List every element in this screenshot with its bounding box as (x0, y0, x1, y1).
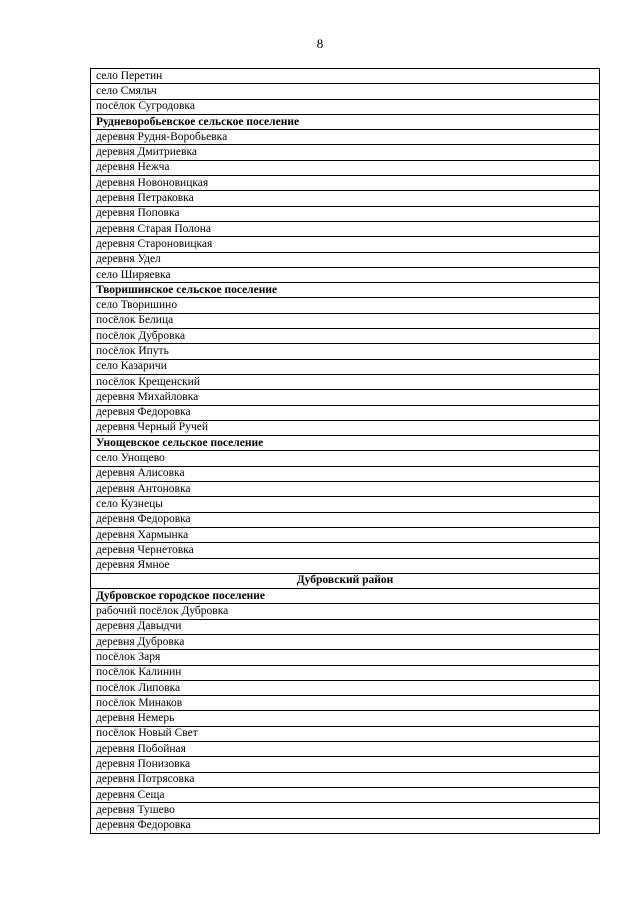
localities-table (90, 68, 600, 834)
locality-row (91, 604, 600, 619)
locality-name-cell: деревня Дубровка (91, 634, 600, 649)
locality-row (91, 252, 600, 267)
locality-row (91, 191, 600, 206)
settlement-header-row (91, 436, 600, 451)
locality-row (91, 69, 600, 84)
locality-name-cell: село Ширяевка (91, 267, 600, 282)
locality-name-cell: рабочий посёлок Дубровка (91, 604, 600, 619)
locality-row (91, 329, 600, 344)
locality-row (91, 145, 600, 160)
locality-name-cell: посёлок Липовка (91, 680, 600, 695)
locality-row (91, 405, 600, 420)
locality-row (91, 313, 600, 328)
locality-row (91, 420, 600, 435)
locality-row (91, 757, 600, 772)
locality-name-cell: деревня Алисовка (91, 466, 600, 481)
locality-name-cell: посёлок Заря (91, 650, 600, 665)
locality-name-cell: деревня Федоровка (91, 512, 600, 527)
locality-row (91, 665, 600, 680)
locality-name-cell: деревня Петраковка (91, 191, 600, 206)
locality-name-cell: деревня Нежча (91, 160, 600, 175)
locality-name-cell: деревня Потрясовка (91, 772, 600, 787)
locality-row (91, 558, 600, 573)
settlement-name-cell: Творишинское сельское поселение (91, 283, 600, 298)
locality-row (91, 680, 600, 695)
settlement-name-cell: Рудневоробьевское сельское поселение (91, 114, 600, 129)
localities-table-body (91, 69, 600, 834)
locality-name-cell: село Творишино (91, 298, 600, 313)
locality-name-cell: село Казаричи (91, 359, 600, 374)
locality-row (91, 650, 600, 665)
locality-name-cell: деревня Новоновицкая (91, 176, 600, 191)
locality-name-cell: деревня Ямное (91, 558, 600, 573)
locality-name-cell: деревня Понизовка (91, 757, 600, 772)
locality-name-cell: деревня Федоровка (91, 405, 600, 420)
locality-name-cell: деревня Черный Ручей (91, 420, 600, 435)
settlement-header-row (91, 283, 600, 298)
locality-name-cell: деревня Тушево (91, 803, 600, 818)
locality-name-cell: деревня Побойная (91, 742, 600, 757)
locality-row (91, 160, 600, 175)
locality-name-cell: деревня Хармынка (91, 527, 600, 542)
locality-name-cell: деревня Поповка (91, 206, 600, 221)
locality-name-cell: село Смяльч (91, 84, 600, 99)
locality-row (91, 787, 600, 802)
locality-name-cell: деревня Рудня-Воробьевка (91, 130, 600, 145)
locality-row (91, 619, 600, 634)
locality-row (91, 803, 600, 818)
locality-name-cell: деревня Дмитриевка (91, 145, 600, 160)
locality-row (91, 512, 600, 527)
locality-row (91, 237, 600, 252)
locality-row (91, 176, 600, 191)
locality-name-cell: посёлок Дубровка (91, 329, 600, 344)
locality-name-cell: село Перетин (91, 69, 600, 84)
settlement-header-row (91, 114, 600, 129)
locality-name-cell: деревня Федоровка (91, 818, 600, 833)
locality-row (91, 344, 600, 359)
locality-name-cell: деревня Чернетовка (91, 543, 600, 558)
locality-row (91, 696, 600, 711)
locality-name-cell: посёлок Новый Свет (91, 726, 600, 741)
locality-name-cell: село Кузнецы (91, 497, 600, 512)
locality-row (91, 130, 600, 145)
locality-name-cell: посёлок Ипуть (91, 344, 600, 359)
locality-row (91, 527, 600, 542)
locality-row (91, 543, 600, 558)
locality-row (91, 84, 600, 99)
locality-row (91, 221, 600, 236)
district-name-cell: Дубровский район (91, 573, 600, 588)
locality-row (91, 634, 600, 649)
locality-row (91, 451, 600, 466)
locality-name-cell: деревня Михайловка (91, 390, 600, 405)
locality-row (91, 466, 600, 481)
locality-name-cell: деревня Староновицкая (91, 237, 600, 252)
locality-name-cell: деревня Немерь (91, 711, 600, 726)
locality-row (91, 99, 600, 114)
locality-name-cell: посёлок Минаков (91, 696, 600, 711)
locality-name-cell: деревня Сеща (91, 787, 600, 802)
locality-row (91, 742, 600, 757)
locality-name-cell: деревня Давыдчи (91, 619, 600, 634)
locality-row (91, 206, 600, 221)
locality-row (91, 390, 600, 405)
locality-row (91, 359, 600, 374)
locality-row (91, 497, 600, 512)
locality-name-cell: посёлок Белица (91, 313, 600, 328)
locality-name-cell: деревня Удел (91, 252, 600, 267)
locality-row (91, 298, 600, 313)
locality-name-cell: посёлок Сугродовка (91, 99, 600, 114)
locality-row (91, 482, 600, 497)
settlement-name-cell: Унощевское сельское поселение (91, 436, 600, 451)
locality-row (91, 726, 600, 741)
locality-row (91, 711, 600, 726)
locality-row (91, 818, 600, 833)
settlement-name-cell: Дубровское городское поселение (91, 589, 600, 604)
locality-name-cell: село Унощево (91, 451, 600, 466)
locality-name-cell: посёлок Крещенский (91, 374, 600, 389)
settlement-header-row (91, 589, 600, 604)
locality-row (91, 374, 600, 389)
locality-name-cell: деревня Старая Полона (91, 221, 600, 236)
locality-name-cell: деревня Антоновка (91, 482, 600, 497)
locality-name-cell: посёлок Калинин (91, 665, 600, 680)
page-number: 8 (316, 36, 324, 51)
district-header-row (91, 573, 600, 588)
locality-row (91, 772, 600, 787)
locality-row (91, 267, 600, 282)
